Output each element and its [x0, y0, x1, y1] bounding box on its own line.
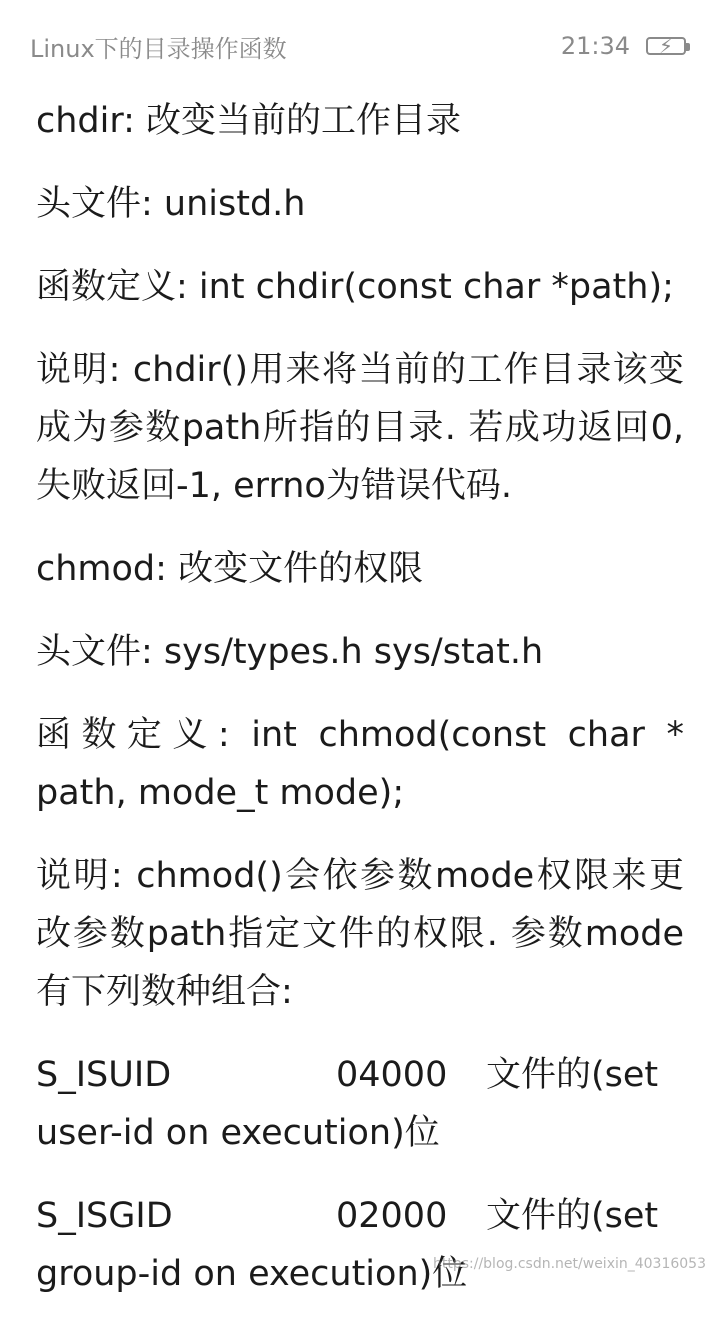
paragraph-chmod-heading: chmod: 改变文件的权限 — [36, 549, 424, 589]
battery-charging-icon: ⚡ — [646, 37, 686, 55]
article-content — [36, 92, 684, 1328]
mode-value: 02000 — [336, 1196, 448, 1236]
clock: 21:34 — [560, 32, 630, 60]
status-bar — [0, 0, 720, 92]
mode-name: S_ISUID — [36, 1055, 172, 1095]
paragraph-chdir-header: 头文件: unistd.h — [36, 184, 306, 224]
mode-description: 文件的(set group-id on execution)位 — [36, 1196, 659, 1294]
mode-row — [36, 1187, 684, 1303]
mode-row — [36, 1046, 684, 1162]
status-right — [561, 32, 686, 60]
mode-description: 文件的(set user-id on execution)位 — [36, 1055, 659, 1153]
paragraph-chmod-definition: 函数定义: int chmod(const char * path, mode_t mode); — [36, 715, 684, 813]
paragraph-chmod-header: 头文件: sys/types.h sys/stat.h — [36, 632, 544, 672]
page-title: Linux下的目录操作函数 — [30, 34, 287, 63]
watermark: https://blog.csdn.net/weixin_40316053 — [432, 1256, 706, 1272]
mode-value: 04000 — [336, 1055, 448, 1095]
mode-name: S_ISGID — [36, 1196, 173, 1236]
paragraph-chdir-heading: chdir: 改变当前的工作目录 — [36, 101, 462, 141]
paragraph-chdir-definition: 函数定义: int chdir(const char *path); — [36, 267, 674, 307]
paragraph-chmod-description: 说明: chmod()会依参数mode权限来更改参数path指定文件的权限. 参数mode有下列数种组合: — [36, 856, 684, 1012]
paragraph-chdir-description: 说明: chdir()用来将当前的工作目录该变成为参数path所指的目录. 若成功返回0, 失败返回-1, errno为错误代码. — [36, 350, 684, 506]
